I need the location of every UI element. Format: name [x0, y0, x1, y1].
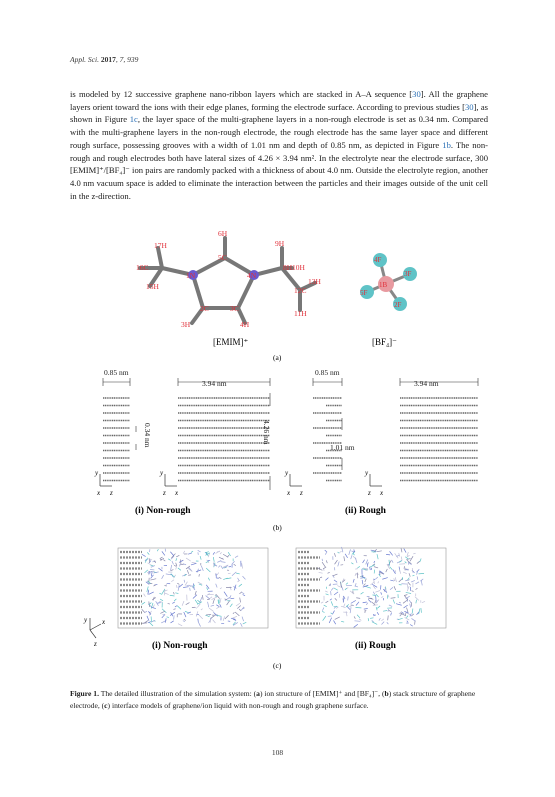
caption-panel-ref: c [104, 700, 108, 710]
emim-molecule [140, 238, 315, 323]
interface-model-rough [296, 547, 446, 628]
paragraph-text-1: is modeled by 12 successive graphene nano-ribbon layers which are stacked in A–A sequence [ [70, 89, 413, 99]
atom-label: 17H [154, 241, 167, 250]
paragraph-text-2: ]. All the graphene layers orient toward the ions with their edge planes, forming the electrode surface. According to previous studies [ [70, 89, 488, 112]
caption-text: ) ion structure of [EMIM]⁺ and [BF₄]⁻, ( [259, 689, 385, 698]
panel-c-label-rough: (ii) Rough [355, 641, 396, 651]
atom-label: 5F [360, 289, 368, 297]
dim-label: 0.34 nm [143, 423, 152, 448]
axis-label-x: x [287, 489, 291, 497]
atom-label: 13H [308, 277, 321, 286]
atom-label: 8H [283, 263, 293, 272]
dim-label: 4.26 nm [262, 420, 271, 445]
atom-label: 11H [294, 309, 307, 318]
axis-labels [83, 616, 106, 648]
axis-label-z: z [94, 640, 97, 648]
atom-label: 3H [181, 320, 191, 329]
journal-volume: 7, 939 [119, 55, 139, 64]
caption-text: The detailed illustration of the simulation system: ( [98, 689, 257, 698]
panel-tag-a: (a) [273, 353, 282, 362]
emim-atom-labels [136, 229, 322, 329]
paragraph-text-4: , the layer space of the multi-graphene layers in a non-rough electrode is set as 0.34 nm. Compared with the multi-graphene layers in the non-rough electrode, the rough electrode has the same layer space and different rough surface, possessing grooves with a width of 1.01 nm and depth of 0.85 nm, as depicted in Figure [70, 114, 488, 150]
bf4-molecule [360, 253, 417, 311]
citation-link[interactable]: 30 [464, 101, 474, 112]
journal-name: Appl. Sci. [70, 55, 99, 64]
atom-label: 2F [394, 301, 402, 309]
axis-label-y: y [84, 616, 88, 624]
graphene-stack-rough [313, 398, 478, 481]
axis-label-x: x [97, 489, 101, 497]
panel-c-label-nonrough: (i) Non-rough [152, 641, 208, 651]
caption-figure-number: Figure 1. [70, 689, 99, 698]
figure-link[interactable]: 1b [442, 139, 451, 150]
paragraph-text-3: ], as shown in Figure [70, 101, 488, 125]
bf4-label: [BF₄]⁻ [372, 337, 397, 347]
figure-1 [70, 218, 488, 678]
axis-label-z: z [300, 489, 303, 497]
axis-label-y: y [285, 469, 289, 477]
atom-label: 4F [374, 256, 382, 264]
dim-label: 0.85 nm [104, 368, 129, 377]
atom-label: 6H [218, 229, 228, 238]
panel-b-label-nonrough: (i) Non-rough [135, 506, 191, 516]
body-paragraph [70, 88, 488, 202]
dim-label: 3.94 nm [414, 379, 439, 388]
caption-text: ) stack structure of graphene electrode, ( [70, 689, 476, 710]
caption-panel-ref: b [384, 689, 389, 698]
journal-year: 2017 [100, 55, 116, 64]
ion-fragment [157, 603, 160, 604]
axis-label-x: x [380, 489, 384, 497]
atom-label: 1N [186, 271, 196, 280]
atom-label: 4H [240, 320, 250, 329]
axis-label-y: y [160, 469, 164, 477]
paragraph-text-5: . The non-rough and rough electrodes both have lateral sizes of 4.26 × 3.94 nm². In the electrolyte near the electrode surface, 300 [EMIM]⁺/[BF₄]⁻ ion pairs are randomly packed with a thickness of about 4.0 nm. Outside the electrolyte region, another 4.0 nm vacuum space is added to eliminate the interaction between the particles and their images outside of the unit cell in the z-direction. [70, 139, 488, 201]
axis-label-y: y [95, 469, 99, 477]
panel-b-label-rough: (ii) Rough [345, 506, 386, 516]
atom-label: 15H [146, 282, 159, 291]
dim-label: 3.94 nm [202, 379, 227, 388]
running-header: Appl. Sci. 2017, 7, 939 [70, 55, 139, 64]
atom-label: 16C [136, 263, 149, 272]
atom-label: 12C [294, 286, 307, 295]
emim-label: [EMIM]⁺ [213, 337, 249, 347]
dimension-labels [104, 368, 439, 452]
axis-label-z: z [110, 489, 113, 497]
atom-label: 1B [379, 281, 388, 289]
atom-label: 5C [218, 253, 227, 262]
atom-label: 2C [200, 304, 209, 313]
atom-label: 10H [292, 263, 305, 272]
axis-glyph [90, 618, 101, 638]
axis-label-z: z [163, 489, 166, 497]
dim-label: 0.85 nm [315, 368, 340, 377]
figure-caption [70, 688, 488, 711]
dim-label: 1.01 nm [330, 443, 355, 452]
axis-label-x: x [102, 618, 106, 626]
atom-label: 9H [275, 239, 285, 248]
panel-tag-b: (b) [273, 523, 282, 532]
caption-panel-ref: a [256, 689, 260, 698]
atom-label: 4N [247, 271, 257, 280]
figure-svg [70, 218, 488, 678]
panel-tag-c: (c) [273, 661, 282, 670]
axis-label-z: z [368, 489, 371, 497]
graphene-stack-non-rough [103, 398, 270, 481]
interface-model-non-rough [118, 548, 268, 628]
page-number: 108 [271, 748, 284, 757]
atom-label: 3F [404, 270, 412, 278]
axis-label-x: x [175, 489, 179, 497]
atom-label: 3C [230, 304, 239, 313]
caption-text: ) interface models of graphene/ion liquid with non-rough and rough graphene surface. [107, 700, 369, 710]
ion-fragment [180, 564, 181, 567]
axis-label-y: y [365, 469, 369, 477]
figure-link[interactable]: 1c [129, 114, 138, 125]
citation-link[interactable]: 30 [412, 89, 421, 99]
